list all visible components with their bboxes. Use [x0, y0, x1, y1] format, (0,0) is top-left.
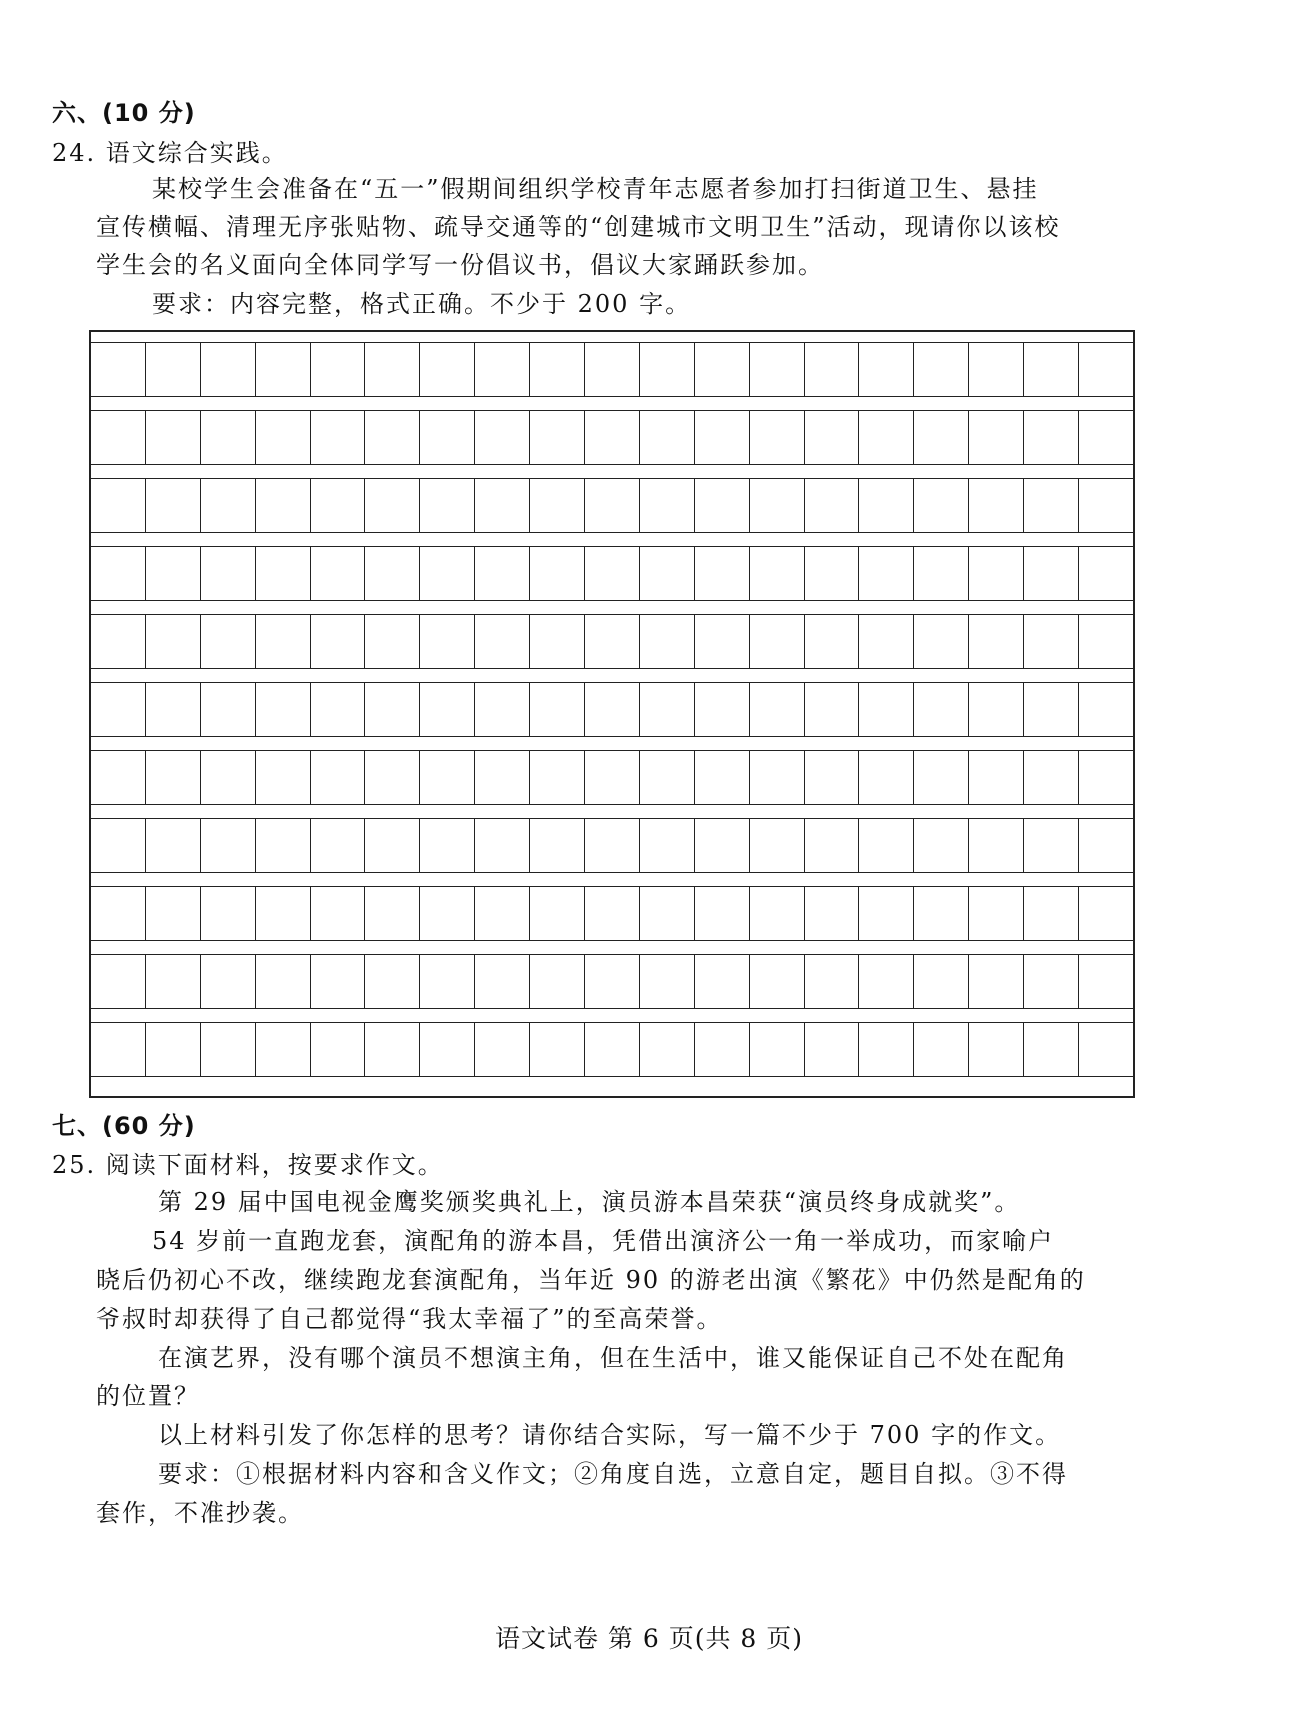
- grid-row[interactable]: [91, 750, 1133, 805]
- material-line-4: 爷叔时却获得了自己都觉得“我太幸福了”的至高荣誉。: [96, 1305, 723, 1333]
- question-24-paragraph-line-3: 学生会的名义面向全体同学写一份倡议书，倡议大家踊跃参加。: [96, 251, 824, 279]
- writing-grid[interactable]: [89, 330, 1135, 1098]
- requirement-line-1: 要求：①根据材料内容和含义作文；②角度自选，立意自定，题目自拟。③不得: [158, 1460, 1068, 1488]
- grid-row[interactable]: [91, 410, 1133, 465]
- grid-row[interactable]: [91, 1022, 1133, 1077]
- question-24-title: 24. 语文综合实践。: [52, 139, 288, 167]
- page-footer: 语文试卷 第 6 页(共 8 页): [494, 1624, 804, 1653]
- question-24-requirement: 要求：内容完整，格式正确。不少于 200 字。: [152, 290, 692, 318]
- grid-row[interactable]: [91, 478, 1133, 533]
- material-line-2: 54 岁前一直跑龙套，演配角的游本昌，凭借出演济公一角一举成功，而家喻户: [152, 1227, 1055, 1255]
- material-line-5: 在演艺界，没有哪个演员不想演主角，但在生活中，谁又能保证自己不处在配角: [158, 1344, 1068, 1372]
- grid-row[interactable]: [91, 886, 1133, 941]
- grid-row[interactable]: [91, 818, 1133, 873]
- grid-row[interactable]: [91, 342, 1133, 397]
- material-line-6: 的位置？: [96, 1382, 200, 1410]
- requirement-line-2: 套作，不准抄袭。: [96, 1499, 304, 1527]
- question-25-title: 25. 阅读下面材料，按要求作文。: [52, 1151, 444, 1179]
- question-24-paragraph-line-1: 某校学生会准备在“五一”假期间组织学校青年志愿者参加打扫街道卫生、悬挂: [152, 175, 1039, 203]
- question-24-paragraph-line-2: 宣传横幅、清理无序张贴物、疏导交通等的“创建城市文明卫生”活动，现请你以该校: [96, 213, 1061, 241]
- section-7-heading: 七、(60 分): [52, 1112, 196, 1140]
- prompt-line: 以上材料引发了你怎样的思考？请你结合实际，写一篇不少于 700 字的作文。: [158, 1421, 1062, 1449]
- grid-row[interactable]: [91, 954, 1133, 1009]
- grid-row[interactable]: [91, 614, 1133, 669]
- grid-row[interactable]: [91, 546, 1133, 601]
- material-line-3: 晓后仍初心不改，继续跑龙套演配角，当年近 90 的游老出演《繁花》中仍然是配角的: [96, 1266, 1086, 1294]
- section-6-heading: 六、(10 分): [52, 99, 196, 127]
- grid-row[interactable]: [91, 682, 1133, 737]
- material-line-1: 第 29 届中国电视金鹰奖颁奖典礼上，演员游本昌荣获“演员终身成就奖”。: [158, 1188, 1021, 1216]
